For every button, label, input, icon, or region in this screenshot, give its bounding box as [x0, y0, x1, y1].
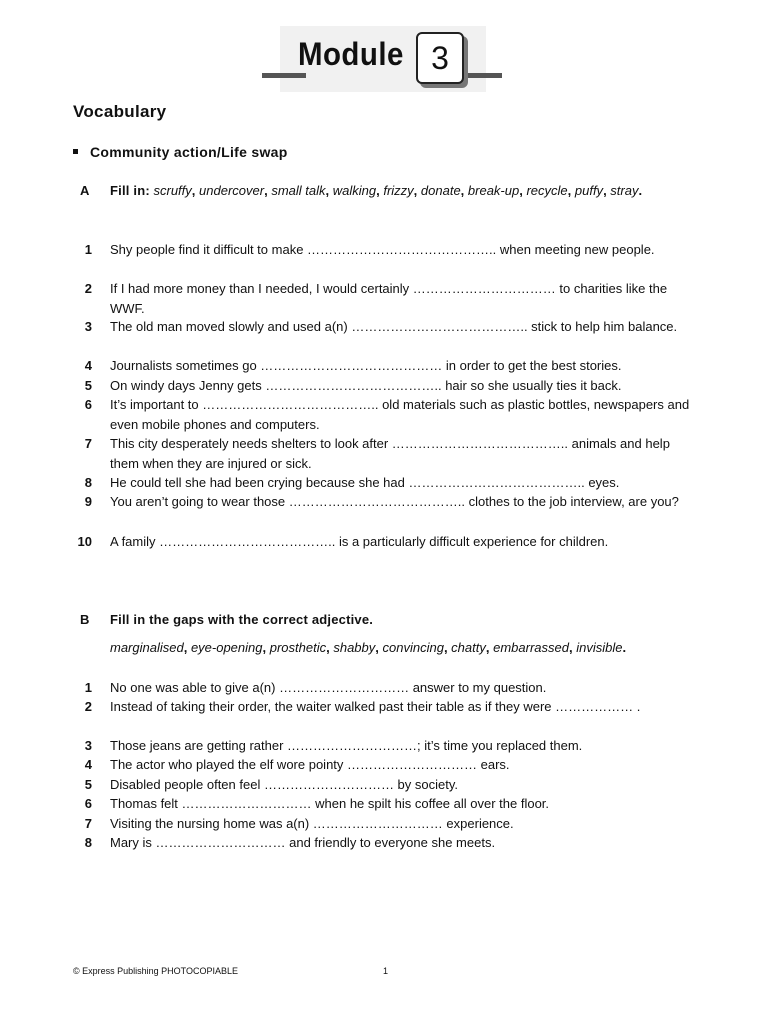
item-number: 10	[77, 534, 92, 549]
item-text: Disabled people often feel ………………………… by society.	[110, 777, 459, 792]
page-number: 1	[383, 966, 389, 976]
word-bank-item: break-up	[467, 183, 520, 198]
item-number: 7	[84, 816, 92, 831]
item-text: On windy days Jenny gets ………………………………….. hair so she usually ties it back.	[110, 378, 622, 393]
word-bank-item: shabby	[333, 640, 376, 655]
item-number: 6	[84, 796, 92, 811]
exercise-a-instruction	[110, 181, 700, 201]
word-bank-item: chatty	[451, 640, 486, 655]
header-rule-right	[462, 73, 502, 78]
item-number: 4	[84, 757, 92, 772]
item-text: Journalists sometimes go …………………………………… in order to get the best stories.	[110, 358, 622, 373]
item-text: The old man moved slowly and used a(n) ………………………………….. stick to help him balance.	[110, 319, 678, 334]
word-bank-item: embarrassed	[493, 640, 569, 655]
exercise-b-letter: B	[80, 612, 90, 627]
item-text: Those jeans are getting rather …………………………; it’s time you replaced them.	[110, 738, 583, 753]
item-text: Visiting the nursing home was a(n) ………………………… experience.	[110, 816, 514, 831]
item-number: 8	[84, 475, 92, 490]
item-text: The actor who played the elf wore pointy ………………………… ears.	[110, 757, 510, 772]
item-number: 6	[84, 397, 92, 412]
item-text: If I had more money than I needed, I would certainly …………………………… to charities like the WWF.	[110, 281, 668, 316]
exercise-a-letter: A	[80, 183, 90, 198]
item-number: 5	[84, 777, 92, 792]
module-number: 3	[431, 39, 449, 76]
item-text: This city desperately needs shelters to look after ………………………………….. animals and help them when they are injured or sick.	[110, 436, 670, 471]
item-text: Shy people find it difficult to make …………………………………….. when meeting new people.	[110, 242, 655, 257]
exercise-b-instruction	[110, 610, 700, 630]
item-number: 3	[84, 738, 92, 753]
item-number: 1	[84, 242, 92, 257]
exercise-b-instruction-label: Fill in the gaps with the correct adjective.	[110, 612, 374, 627]
word-bank-item: prosthetic	[269, 640, 327, 655]
item-text: A family ………………………………….. is a particularly difficult experience for children.	[110, 534, 609, 549]
word-bank-item: small talk	[271, 183, 326, 198]
header-rule-left	[262, 73, 306, 78]
word-bank-item: donate	[420, 183, 461, 198]
exercise-a-word-bank: scruffy, undercover, small talk, walking, frizzy, donate, break-up, recycle, puffy, stray.	[153, 183, 643, 198]
topic-label: Community action/Life swap	[90, 144, 288, 160]
module-number-box	[416, 32, 464, 84]
item-number: 4	[84, 358, 92, 373]
item-number: 3	[84, 319, 92, 334]
item-text: He could tell she had been crying because she had ………………………………….. eyes.	[110, 475, 620, 490]
topic-heading	[73, 144, 288, 160]
word-bank-item: stray	[610, 183, 639, 198]
module-title: Module	[298, 36, 404, 72]
exercise-b-word-bank: marginalised, eye-opening, prosthetic, shabby, convincing, chatty, embarrassed, invisible.	[110, 640, 627, 655]
item-text: Instead of taking their order, the waiter walked past their table as if they were ……………… .	[110, 699, 641, 714]
word-bank-item: walking	[332, 183, 377, 198]
item-number: 2	[84, 699, 92, 714]
item-text: It’s important to ………………………………….. old materials such as plastic bottles, newspapers and even mobile phones and computers.	[110, 397, 690, 432]
item-text: Thomas felt ………………………… when he spilt his coffee all over the floor.	[110, 796, 550, 811]
section-title: Vocabulary	[73, 102, 167, 121]
module-header	[262, 22, 508, 94]
bullet-icon	[73, 149, 78, 154]
item-number: 1	[84, 680, 92, 695]
exercise-a-instruction-label: Fill in:	[110, 183, 150, 198]
item-number: 2	[84, 281, 92, 296]
item-number: 7	[84, 436, 92, 451]
word-bank-item: puffy	[574, 183, 604, 198]
item-text: You aren’t going to wear those ………………………………….. clothes to the job interview, are you?	[110, 494, 679, 509]
word-bank-item: eye-opening	[190, 640, 263, 655]
word-bank-item: invisible	[576, 640, 623, 655]
word-bank-item: scruffy	[153, 183, 192, 198]
item-number: 9	[84, 494, 92, 509]
item-number: 5	[84, 378, 92, 393]
word-bank-item: convincing	[382, 640, 444, 655]
word-bank-item: undercover	[199, 183, 265, 198]
word-bank-item: marginalised	[110, 640, 184, 655]
item-number: 8	[84, 835, 92, 850]
word-bank-item: frizzy	[383, 183, 414, 198]
item-text: No one was able to give a(n) ………………………… answer to my question.	[110, 680, 547, 695]
word-bank-item: recycle	[526, 183, 568, 198]
footer-copyright: © Express Publishing PHOTOCOPIABLE	[73, 966, 239, 976]
item-text: Mary is ………………………… and friendly to everyone she meets.	[110, 835, 496, 850]
